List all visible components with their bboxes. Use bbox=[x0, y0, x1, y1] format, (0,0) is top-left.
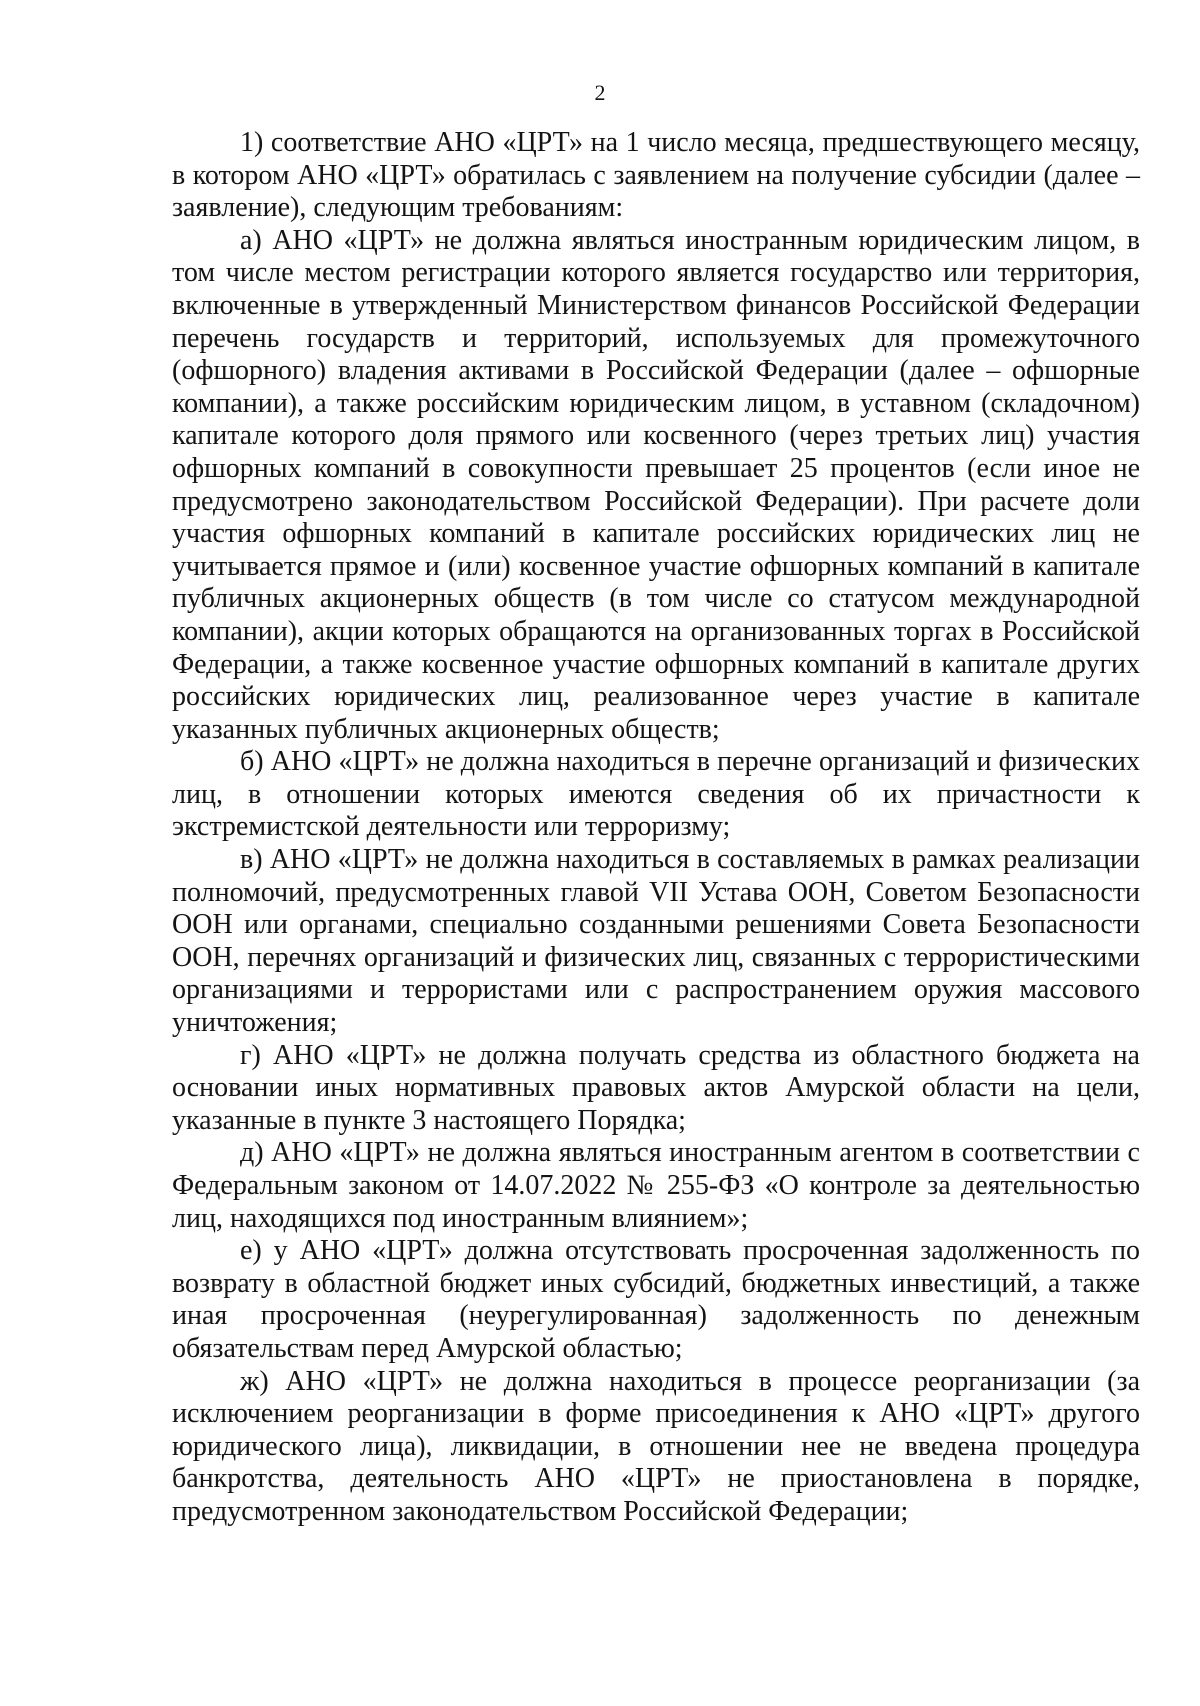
paragraph-requirements-intro: 1) соответствие АНО «ЦРТ» на 1 число месяца, предшествующего месяцу, в котором АНО «ЦРТ» обратилась с заявлением на получение субсидии (далее – заявление), следующим требованиям: bbox=[172, 127, 1140, 224]
paragraph-requirement-v: в) АНО «ЦРТ» не должна находиться в составляемых в рамках реализации полномочий, предусмотренных главой VII Устава ООН, Советом Безопасности ООН или органами, специально созданными решениями Совета Безопасности ООН, перечнях организаций и физических лиц, связанных с террористическими организациями и террористами или с распространением оружия массового уничтожения; bbox=[172, 844, 1140, 1039]
paragraph-requirement-g: г) АНО «ЦРТ» не должна получать средства из областного бюджета на основании иных нормативных правовых актов Амурской области на цели, указанные в пункте 3 настоящего Порядка; bbox=[172, 1039, 1140, 1136]
paragraph-requirement-e: е) у АНО «ЦРТ» должна отсутствовать просроченная задолженность по возврату в областной бюджет иных субсидий, бюджетных инвестиций, а также иная просроченная (неурегулированная) задолженность по денежным обязательствам перед Амурской областью; bbox=[172, 1235, 1140, 1364]
paragraph-requirement-a: а) АНО «ЦРТ» не должна являться иностранным юридическим лицом, в том числе местом регистрации которого является государство или территория, включенные в утвержденный Министерством финансов Российской Федерации перечень государств и территорий, используемых для промежуточного (офшорного) владения активами в Российской Федерации (далее – офшорные компании), а также российским юридическим лицом, в уставном (складочном) капитале которого доля прямого или косвенного (через третьих лиц) участия офшорных компаний в совокупности превышает 25 процентов (если иное не предусмотрено законодательством Российской Федерации). При расчете доли участия офшорных компаний в капитале российских юридических лиц не учитывается прямое и (или) косвенное участие офшорных компаний в капитале публичных акционерных обществ (в том числе со статусом международной компании), акции которых обращаются на организованных торгах в Российской Федерации, а также косвенное участие офшорных компаний в капитале других российских юридических лиц, реализованное через участие в капитале указанных публичных акционерных обществ; bbox=[172, 224, 1140, 745]
paragraph-requirement-zh: ж) АНО «ЦРТ» не должна находиться в процессе реорганизации (за исключением реорганизации в форме присоединения к АНО «ЦРТ» другого юридического лица), ликвидации, в отношении нее не введена процедура банкротства, деятельность АНО «ЦРТ» не приостановлена в порядке, предусмотренном законодательством Российской Федерации; bbox=[172, 1365, 1140, 1527]
paragraph-requirement-d: д) АНО «ЦРТ» не должна являться иностранным агентом в соответствии с Федеральным законом от 14.07.2022 № 255-ФЗ «О контроле за деятельностью лиц, находящихся под иностранным влиянием»; bbox=[172, 1137, 1140, 1234]
document-body bbox=[172, 127, 1140, 1529]
page-number: 2 bbox=[594, 80, 606, 105]
paragraph-requirement-b: б) АНО «ЦРТ» не должна находиться в перечне организаций и физических лиц, в отношении которых имеются сведения об их причастности к экстремистской деятельности или терроризму; bbox=[172, 746, 1140, 843]
